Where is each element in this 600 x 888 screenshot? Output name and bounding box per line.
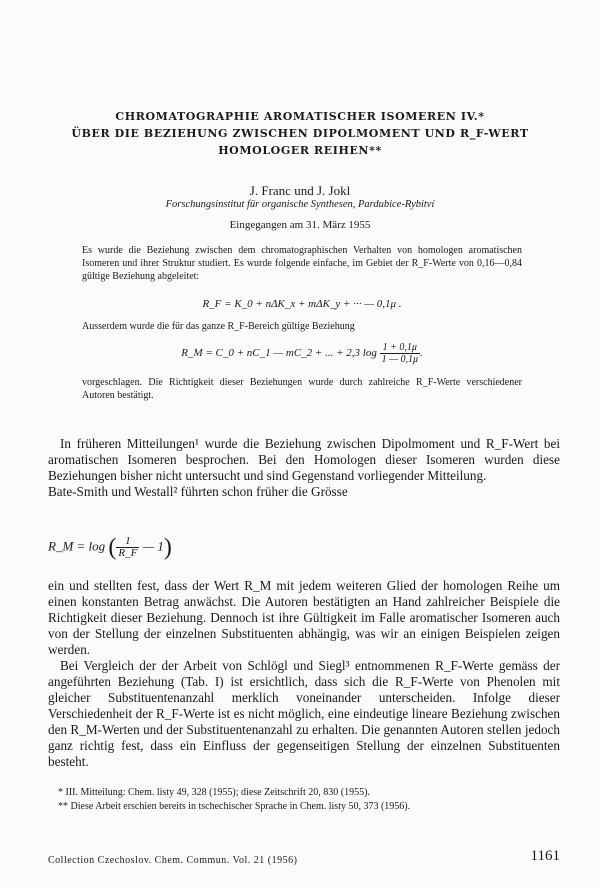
eq3-fraction — [116, 536, 139, 559]
body-text: ein und stellten fest, dass der Wert R_M mit jedem weiteren Glied der homologen Reihe um einen konstanten Betrag anwächst. Die Autoren bestätigten an Hand zahlreicher Beispiele die Richtigkeit dieser Beziehung. Dennoch ist ihre Gültigkeit im Falle aromatischer Isomeren auch von der Stellung der einzelnen Substituenten abhängig, was wir an einigen Beispielen zeigen werden. — [48, 578, 560, 657]
article-title — [60, 108, 540, 159]
paren-close: ) — [163, 534, 172, 561]
affiliation: Forschungsinstitut für organische Synthesen, Pardubice-Rybitví — [165, 199, 435, 210]
eq2-numerator: 1 + 0,1μ — [380, 342, 420, 354]
body-para-3 — [48, 578, 560, 770]
body-text: Bate-Smith und Westall² führten schon früher die Grösse — [48, 484, 348, 499]
body-text: Bei Vergleich der der Arbeit von Schlögl und Siegl³ entnommenen R_F-Werte gemäss der angeführten Beziehung (Tab. I) ist ersichtlich, dass sich die R_F-Werte von Phenolen mit gleicher Substituentenanzahl merklich voneinander unterscheiden. Infolge dieser Verschiedenheit der R_F-Werte ist es nicht möglich, eine eindeutige lineare Beziehung zwischen den R_M-Werten und der Substituentenanzahl zu erhalten. Die genannten Autoren stellen jedoch ganz richtig fest, dass ein Einfluss der gegenseitigen Stellung der einzelnen Substituenten besteht. — [48, 658, 560, 769]
title-line-1: CHROMATOGRAPHIE AROMATISCHER ISOMEREN IV.* — [115, 110, 485, 123]
abstract-equation-2: R_M = C_0 + nC_1 — mC_2 + ... + 2,3 log $\frac{1 + 0,1\mu}{1 — 0,1\mu}$ . — [181, 342, 423, 365]
title-line-2: ÜBER DIE BEZIEHUNG ZWISCHEN DIPOLMOMENT UND R_F-WERT — [71, 127, 529, 140]
body-text: In früheren Mitteilungen¹ wurde die Beziehung zwischen Dipolmoment und R_F-Wert bei aromatischen Isomeren besprochen. Bei den Homologen dieser Isomeren wurden diese Beziehungen bisher nicht untersucht und sind Gegenstand vorliegender Mitteilung. — [48, 436, 560, 483]
eq3-numerator: 1 — [116, 536, 139, 548]
paren-open: ( — [108, 534, 117, 561]
eq2-denominator: 1 — 0,1μ — [381, 354, 419, 365]
body-para-1 — [48, 436, 560, 500]
abstract-para-3: vorgeschlagen. Die Richtigkeit dieser Beziehungen wurde durch zahlreiche R_F-Werte verschiedener Autoren bestätigt. — [82, 377, 522, 401]
eq3-left: R_M = log — [48, 538, 106, 554]
authors: J. Franc und J. Jokl — [249, 183, 351, 198]
footnote-1: * III. Mitteilung: Chem. listy 49, 328 (1955); diese Zeitschrift 20, 830 (1955). — [58, 787, 370, 798]
abstract-equation-1: R_F = K_0 + nΔK_x + mΔK_y + ··· — 0,1μ . — [202, 298, 402, 310]
eq3-denominator: R_F — [118, 547, 138, 559]
abstract-para-1: Es wurde die Beziehung zwischen dem chromatographischen Verhalten von homologen aromatischen Isomeren und ihrer Struktur studiert. Es wurde folgende einfache, im Gebiet der R_F-Werte von 0,16—0,84 gültige Beziehung abgeleitet: — [82, 245, 522, 282]
eq2-left: R_M = C_0 + nC_1 — mC_2 + ... + 2,3 log — [181, 347, 377, 360]
page-number: 1161 — [530, 848, 560, 864]
body-equation — [48, 536, 560, 559]
title-line-3: HOMOLOGER REIHEN** — [218, 144, 382, 157]
eq3-right: — 1 — [142, 538, 164, 554]
received-date: Eingegangen am 31. März 1955 — [229, 219, 371, 231]
footnote-2: ** Diese Arbeit erschien bereits in tschechischer Sprache in Chem. listy 50, 373 (1956). — [58, 801, 411, 812]
journal-footer: Collection Czechoslov. Chem. Commun. Vol. 21 (1956) — [48, 855, 298, 866]
eq2-fraction — [380, 342, 420, 365]
abstract-para-2: Ausserdem wurde die für das ganze R_F-Bereich gültige Beziehung — [82, 321, 355, 332]
